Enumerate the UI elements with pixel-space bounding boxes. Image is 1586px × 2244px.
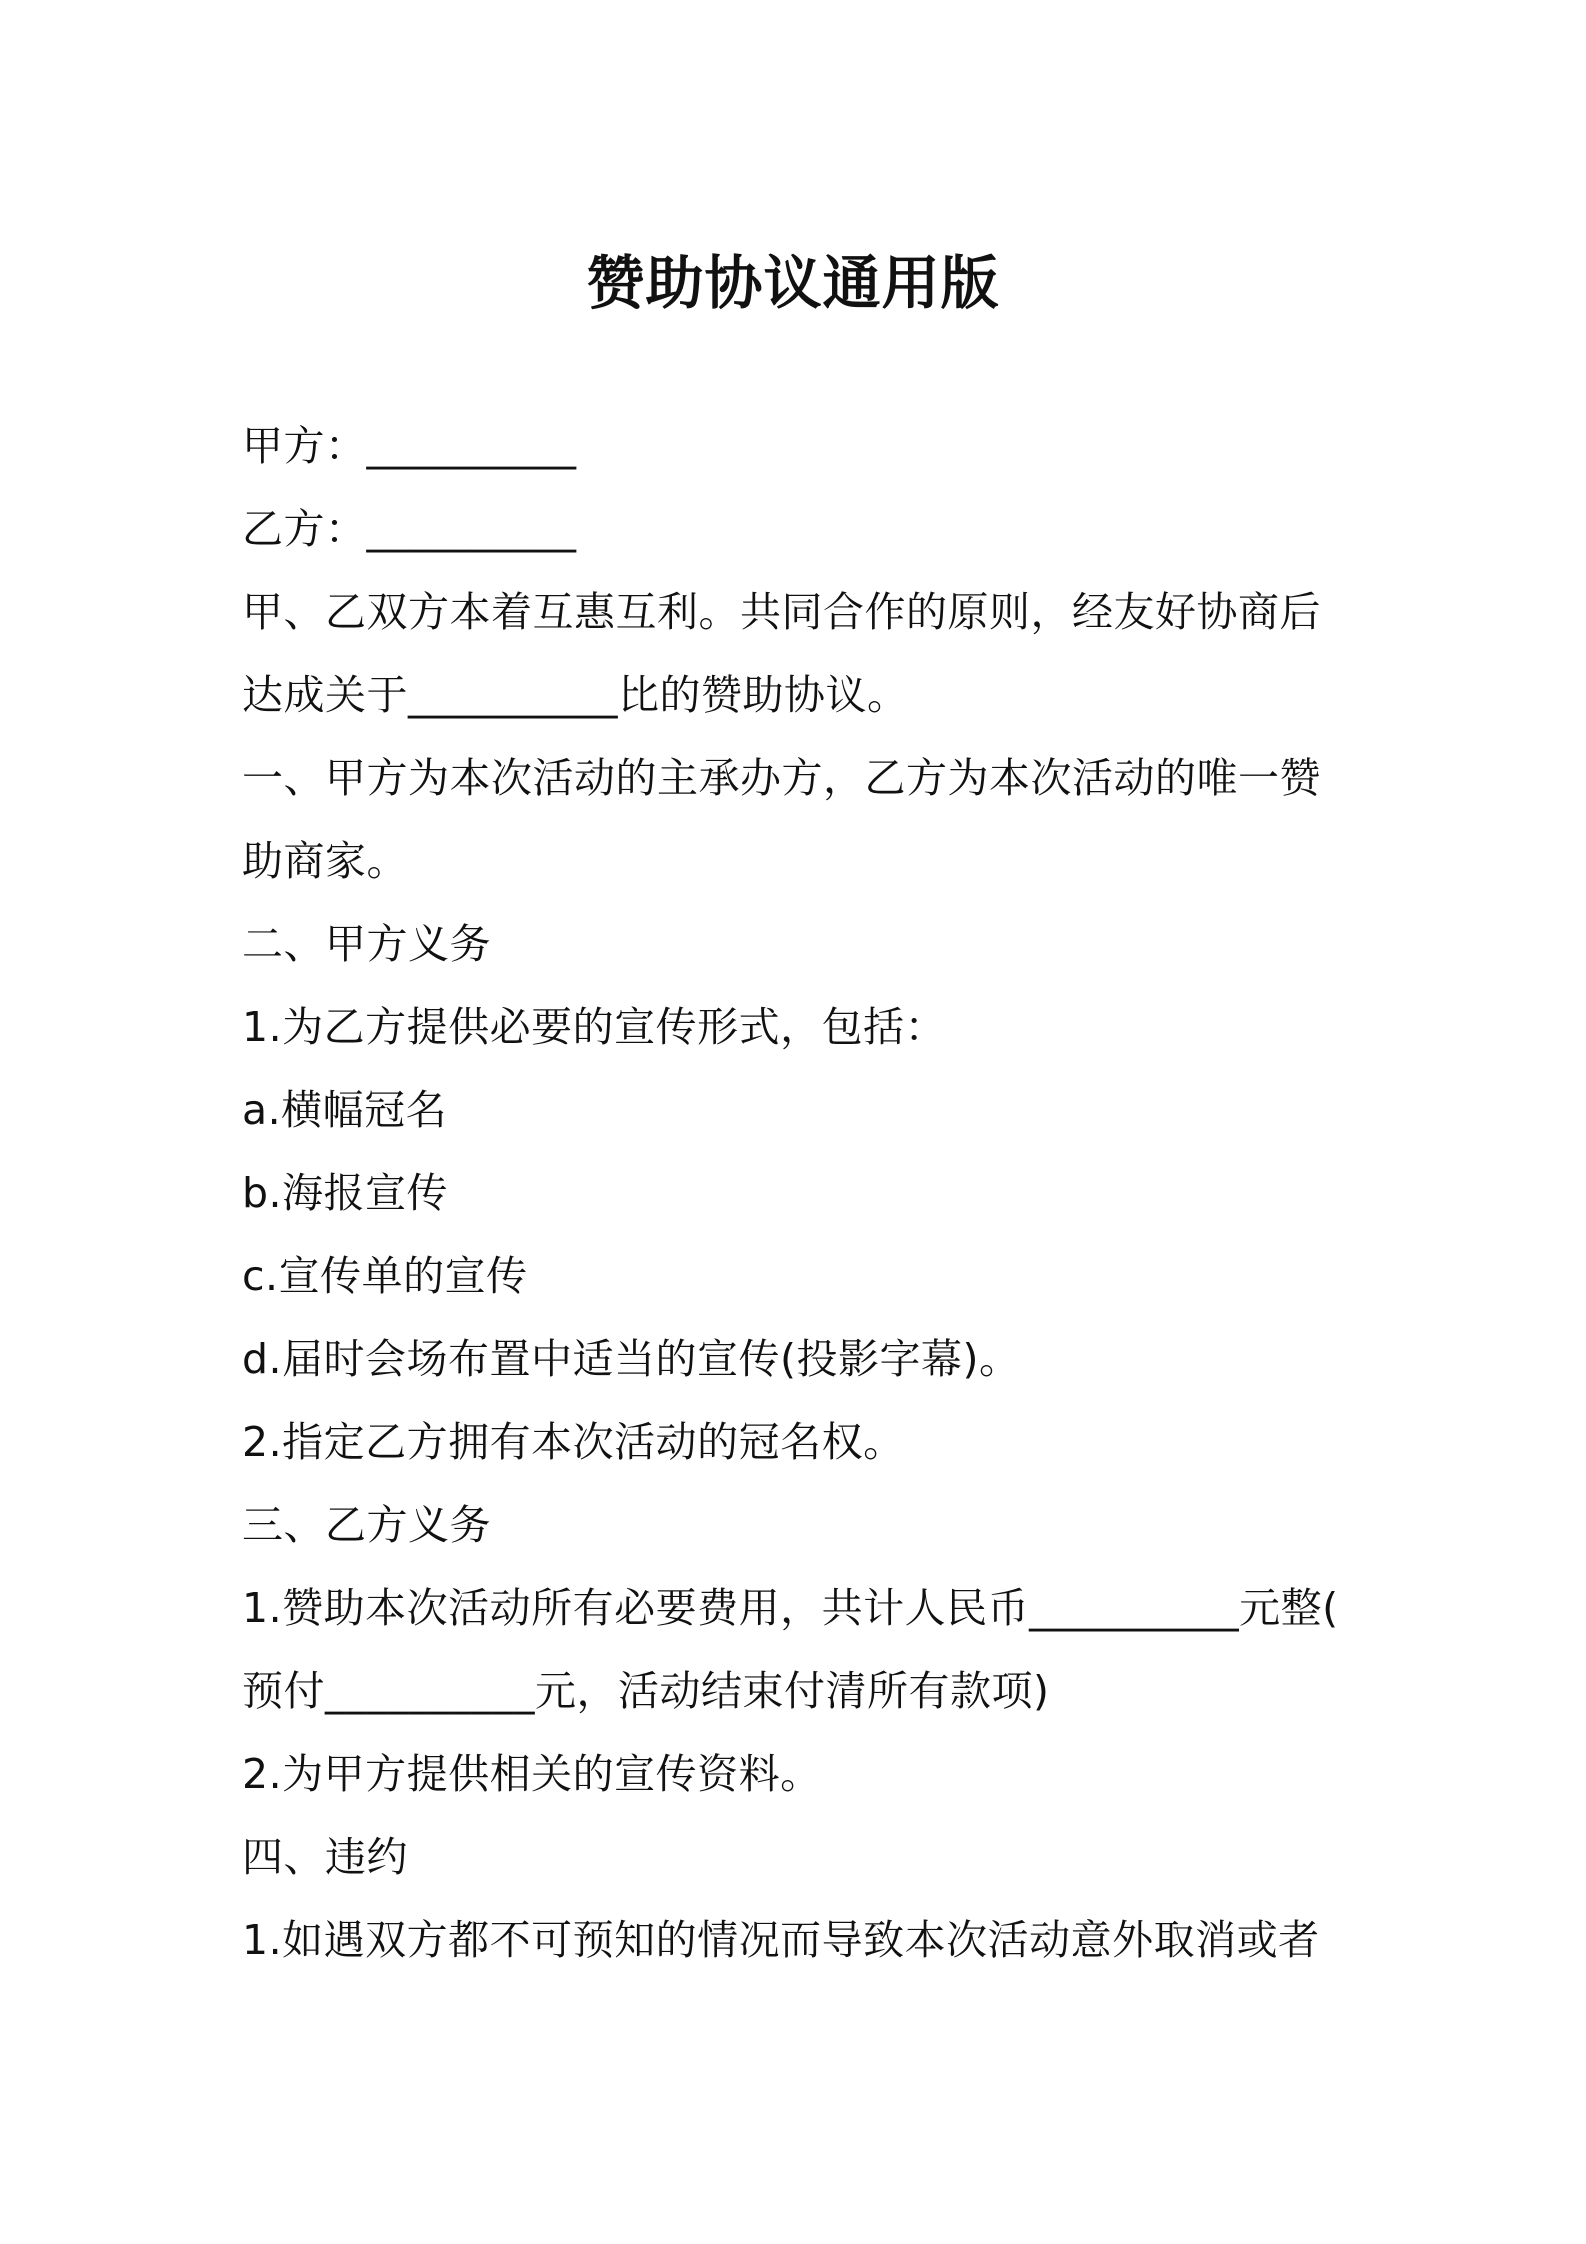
party-a-item-1a: a.横幅冠名 [242, 1086, 448, 1134]
clause-1-line-2: 助商家。 [242, 837, 408, 885]
party-a-item-1: 1.为乙方提供必要的宣传形式，包括： [242, 1003, 947, 1051]
section-heading-breach: 四、违约 [242, 1833, 408, 1881]
party-b-line: 乙方：__________ [242, 505, 577, 553]
document-body [242, 405, 1362, 1982]
preamble-line-2: 达成关于__________比的赞助协议。 [242, 671, 909, 719]
party-b-item-1-line-2: 预付__________元，活动结束付清所有款项) [242, 1667, 1050, 1715]
party-b-item-1-line-1: 1.赞助本次活动所有必要费用，共计人民币__________元整( [242, 1584, 1339, 1632]
party-a-item-1c: c.宣传单的宣传 [242, 1252, 528, 1300]
party-a-item-1b: b.海报宣传 [242, 1169, 449, 1217]
preamble-line-1: 甲、乙双方本着互惠互利。共同合作的原则，经友好协商后 [242, 588, 1321, 636]
party-b-item-2: 2.为甲方提供相关的宣传资料。 [242, 1750, 822, 1798]
clause-1-line-1: 一、甲方为本次活动的主承办方，乙方为本次活动的唯一赞 [242, 754, 1321, 802]
party-a-item-2: 2.指定乙方拥有本次活动的冠名权。 [242, 1418, 905, 1466]
section-heading-party-b-obligations: 三、乙方义务 [242, 1501, 491, 1549]
document-title: 赞助协议通用版 [586, 249, 1000, 317]
party-a-line: 甲方：__________ [242, 422, 577, 470]
party-a-item-1d: d.届时会场布置中适当的宣传(投影字幕)。 [242, 1335, 1021, 1383]
section-heading-party-a-obligations: 二、甲方义务 [242, 920, 491, 968]
breach-item-1: 1.如遇双方都不可预知的情况而导致本次活动意外取消或者 [242, 1916, 1320, 1964]
